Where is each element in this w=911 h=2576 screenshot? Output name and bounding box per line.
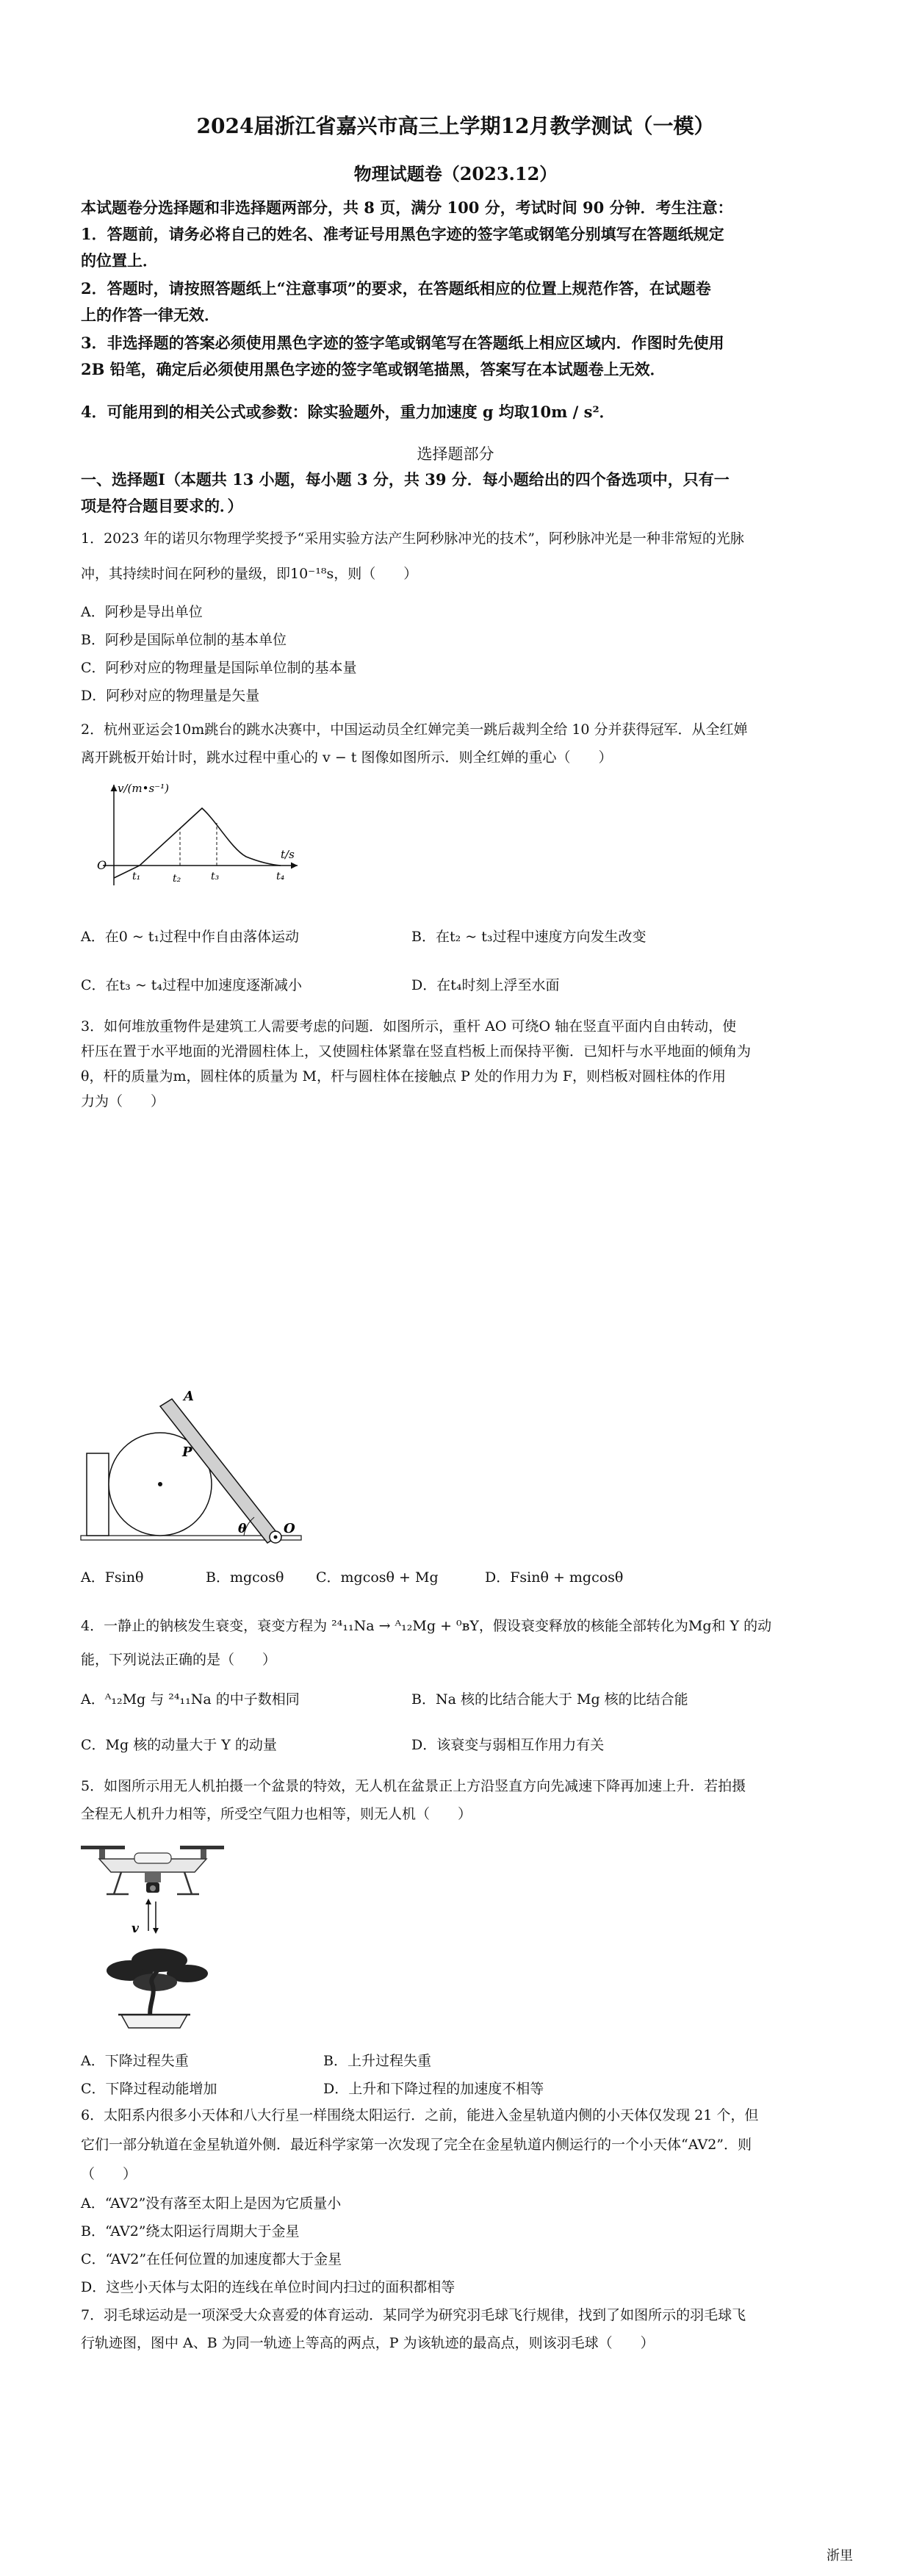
q3-option-d: D．Fsinθ + mgcosθ [485,1569,624,1586]
instruction-2-line2: 上的作答一律无效． [81,306,220,324]
q5-option-d: D．上升和下降过程的加速度不相等 [323,2081,544,2097]
q5-velocity-arrows [145,1899,159,1934]
q3-option-b: B．mgcosθ [206,1569,284,1586]
q1-option-a: A．阿秒是导出单位 [81,604,203,620]
q4-option-d: D．该衰变与弱相互作用力有关 [411,1737,605,1753]
q3-stem-line1: 3．如何堆放重物件是建筑工人需要考虑的问题．如图所示，重杆 AO 可绕O 轴在竖直平面内自由转动，使 [81,1018,737,1035]
q3-label-o: O [284,1521,295,1536]
section-title: 选择题部分 [417,445,494,463]
q3-rod-cylinder-figure [73,1389,309,1550]
q4-option-a: A．ᴬ₁₂Mg 与 ²⁴₁₁Na 的中子数相同 [81,1691,300,1708]
q5-option-a: A．下降过程失重 [81,2053,189,2069]
page-footer: 浙里 [827,2548,853,2564]
q2-stem-line2: 离开跳板开始计时，跳水过程中重心的 v − t 图像如图所示．则全红婵的重心（ ） [81,749,613,766]
q2-option-b: B．在t₂ ~ t₃过程中速度方向发生改变 [411,929,647,945]
q7-stem-line2: 行轨迹图，图中 A、B 为同一轨迹上等高的两点，P 为该轨迹的最高点，则该羽毛球（ ） [81,2335,655,2351]
q3-stem-line4: 力为（ ） [81,1093,165,1109]
q3-label-theta: θ [238,1522,247,1536]
q5-option-c: C．下降过程动能增加 [81,2081,217,2097]
q4-option-c: C．Mg 核的动量大于 Y 的动量 [81,1737,277,1753]
q3-option-c: C．mgcosθ + Mg [316,1569,439,1586]
q1-stem-line1: 1．2023 年的诺贝尔物理学奖授予“采用实验方法产生阿秒脉冲光的技术”，阿秒脉冲光是一种非常短的光脉 [81,530,744,547]
q3-label-p: P [182,1444,192,1460]
q2-graph-t3: t₃ [211,871,220,882]
q2-graph-origin: O [97,858,107,872]
instructions-intro: 本试题卷分选择题和非选择题两部分，共 8 页，满分 100 分，考试时间 90 分钟．考生注意： [81,198,733,217]
q2-velocity-curve [114,808,281,878]
q3-cylinder-center [158,1482,162,1486]
part1-heading-line1: 一、选择题Ⅰ（本题共 13 小题，每小题 3 分，共 39 分．每小题给出的四个备选项中，只有一 [81,470,730,489]
instruction-1-line2: 的位置上． [81,251,158,270]
q6-stem-line2: 它们一部分轨道在金星轨道外侧．最近科学家第一次发现了完全在金星轨道内侧运行的一个小天体“AV2”．则 [81,2137,752,2153]
q1-stem-line2: 冲，其持续时间在阿秒的量级，即10⁻¹⁸s，则（ ） [81,566,418,582]
instruction-4: 4．可能用到的相关公式或参数：除实验题外，重力加速度 g 均取10m / s²． [81,403,615,421]
q5-bonsai [107,1949,208,2028]
q2-option-d: D．在t₄时刻上浮至水面 [411,977,560,993]
instruction-3-line1: 3．非选择题的答案必须使用黑色字迹的签字笔或钢笔写在答题纸上相应区域内．作图时先使用 [81,334,724,352]
q6-option-a: A．“AV2”没有落至太阳上是因为它质量小 [81,2195,342,2212]
q7-stem-line1: 7．羽毛球运动是一项深受大众喜爱的体育运动．某同学为研究羽毛球飞行规律，找到了如图所示的羽毛球飞 [81,2307,746,2323]
q2-graph-t1: t₁ [132,871,141,882]
q6-stem-line3: （ ） [81,2166,137,2182]
q2-stem-line1: 2．杭州亚运会10m跳台的跳水决赛中，中国运动员全红婵完美一跳后裁判全给 10 分并获得冠军．从全红婵 [81,722,748,738]
q2-graph-xlabel: t/s [281,848,295,861]
instruction-3-line2: 2B 铅笔，确定后必须使用黑色字迹的签字笔或钢笔描黑，答案写在本试题卷上无效． [81,360,666,378]
instruction-1-line1: 1．答题前，请务必将自己的姓名、准考证号用黑色字迹的签字笔或钢笔分别填写在答题纸规定 [81,225,724,243]
q6-stem-line1: 6．太阳系内很多小天体和八大行星一样围绕太阳运行．之前，能进入金星轨道内侧的小天体仅发现 21 个，但 [81,2107,759,2123]
q6-option-c: C．“AV2”在任何位置的加速度都大于金星 [81,2251,342,2267]
q2-graph-t4: t₄ [276,871,285,882]
q5-stem-line1: 5．如图所示用无人机拍摄一个盆景的特效，无人机在盆景正上方沿竖直方向先减速下降再加速上升．若拍摄 [81,1778,746,1794]
q3-option-a: A．Fsinθ [81,1569,144,1586]
page-subtitle: 物理试题卷（2023.12） [353,163,558,184]
q5-label-v: v [132,1921,139,1936]
part1-heading-line2: 项是符合题目要求的．） [81,497,243,515]
q1-option-c: C．阿秒对应的物理量是国际单位制的基本量 [81,660,357,676]
q3-vertical-board [87,1453,109,1536]
q4-option-b: B．Na 核的比结合能大于 Mg 核的比结合能 [411,1691,688,1708]
q3-label-a: A [184,1389,194,1404]
q5-drone-bonsai-figure [77,1837,231,2043]
q2-option-a: A．在0 ~ t₁过程中作自由落体运动 [81,929,300,945]
q5-stem-line2: 全程无人机升力相等，所受空气阻力也相等，则无人机（ ） [81,1806,472,1822]
q3-stem-line3: θ，杆的质量为m，圆柱体的质量为 M，杆与圆柱体在接触点 P 处的作用力为 F，则档板对圆柱体的作用 [81,1068,727,1084]
q6-option-d: D．这些小天体与太阳的连线在单位时间内扫过的面积都相等 [81,2279,455,2295]
q2-option-c: C．在t₃ ~ t₄过程中加速度逐渐减小 [81,977,303,993]
q5-option-b: B．上升过程失重 [323,2053,431,2069]
q6-option-b: B．“AV2”绕太阳运行周期大于金星 [81,2223,300,2239]
page-title: 2024届浙江省嘉兴市高三上学期12月教学测试（一模） [196,114,715,138]
q1-option-d: D．阿秒对应的物理量是矢量 [81,688,260,704]
q3-stem-line2: 杆压在置于水平地面的光滑圆柱体上，又使圆柱体紧靠在竖直档板上而保持平衡．已知杆与水平地面的倾角为 [81,1043,752,1059]
q4-stem-line1: 4．一静止的钠核发生衰变，衰变方程为 ²⁴₁₁Na → ᴬ₁₂Mg + ⁰ʙY，假设衰变释放的核能全部转化为Mg和 Y 的动 [81,1618,772,1634]
q1-option-b: B．阿秒是国际单位制的基本单位 [81,632,287,648]
q4-stem-line2: 能，下列说法正确的是（ ） [81,1652,277,1668]
q5-drone [81,1846,224,1894]
instruction-2-line1: 2．答题时，请按照答题纸上“注意事项”的要求，在答题纸相应的位置上规范作答，在试题卷 [81,279,711,298]
q2-graph-t2: t₂ [173,873,181,885]
q2-graph-ylabel: v/(m•s⁻¹) [118,782,169,795]
q2-vt-graph [88,779,309,889]
q3-pivot-center [274,1536,278,1539]
